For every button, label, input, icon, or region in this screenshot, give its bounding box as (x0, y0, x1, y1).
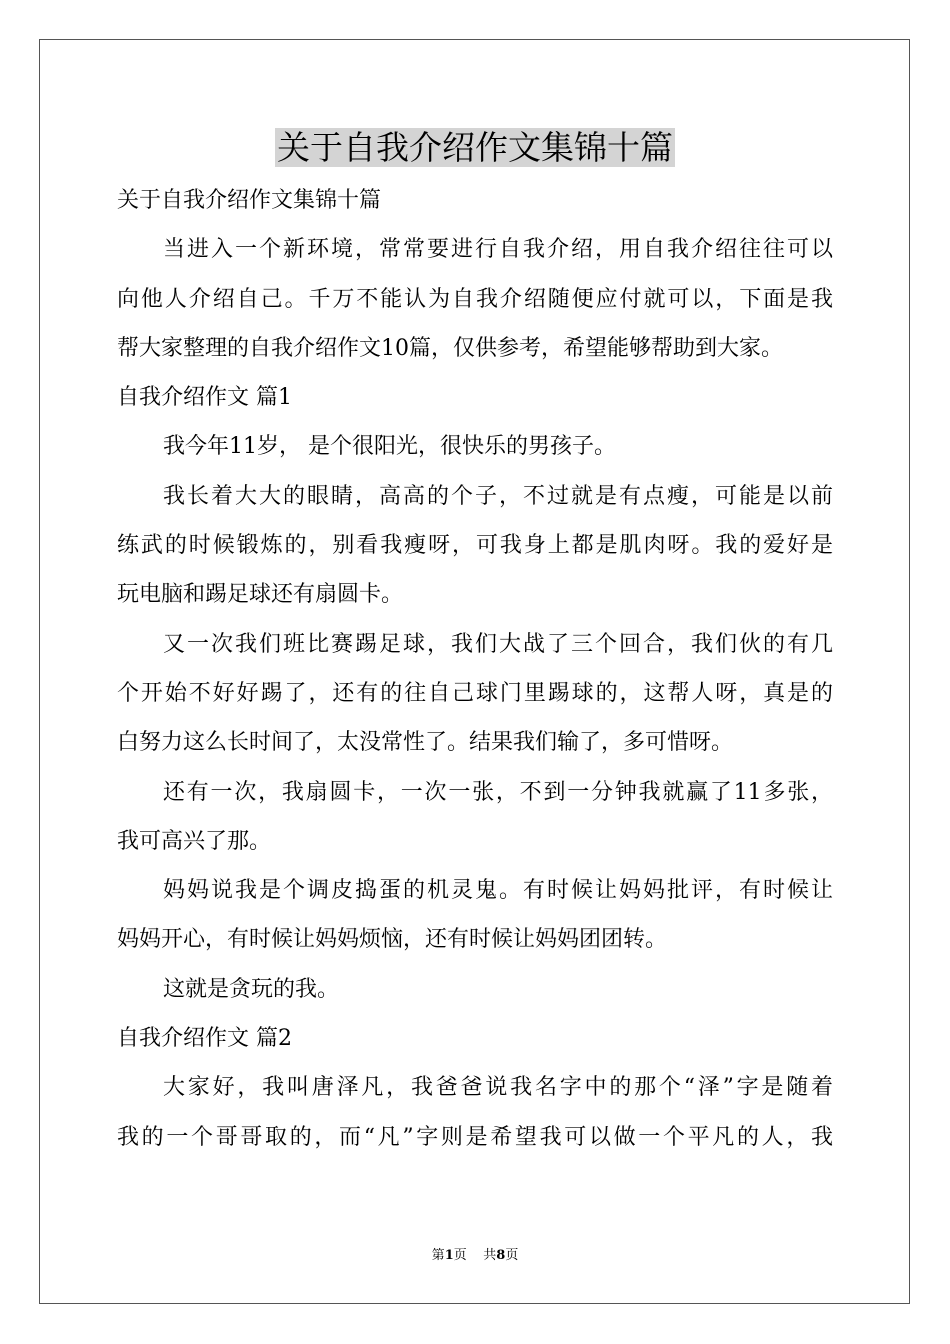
paragraph-line: 玩电脑和踢足球还有扇圆卡。 (117, 582, 404, 608)
paragraph-line: 练武的时候锻炼的，别看我瘦呀，可我身上都是肌肉呀。我的爱好是 (117, 533, 833, 559)
footer-current-page: 1 (444, 1248, 454, 1263)
paragraph-line: 白努力这么长时间了，太没常性了。结果我们输了，多可惜呀。 (117, 730, 734, 756)
section-heading-2: 自我介绍作文 篇2 (117, 1026, 292, 1052)
paragraph-line: 个开始不好好踢了，还有的往自己球门里踢球的，这帮人呀，真是的 (117, 680, 833, 706)
paragraph-line: 当进入一个新环境，常常要进行自我介绍，用自我介绍往往可以 (163, 237, 833, 263)
page-footer (0, 1247, 950, 1265)
paragraph-line: 妈妈说我是个调皮捣蛋的机灵鬼。有时候让妈妈批评，有时候让 (163, 878, 833, 904)
paragraph-line: 又一次我们班比赛踢足球，我们大战了三个回合，我们伙的有几 (163, 631, 833, 657)
title-text: 关于自我介绍作文集锦十篇 (277, 128, 673, 167)
document-body (117, 176, 833, 1162)
document-title (0, 126, 950, 170)
paragraph-line: 我今年11岁， 是个很阳光，很快乐的男孩子。 (163, 434, 616, 460)
footer-middle: 页 共 (453, 1248, 497, 1263)
paragraph-line: 我的一个哥哥取的，而“凡”字则是希望我可以做一个平凡的人，我 (117, 1124, 833, 1150)
paragraph-line: 我长着大大的眼睛，高高的个子，不过就是有点瘦，可能是以前 (163, 483, 833, 509)
section-heading-1: 自我介绍作文 篇1 (117, 385, 292, 411)
paragraph-line: 还有一次，我扇圆卡，一次一张，不到一分钟我就赢了11多张， (163, 779, 833, 805)
subtitle-line: 关于自我介绍作文集锦十篇 (117, 188, 382, 213)
paragraph-line: 帮大家整理的自我介绍作文10篇，仅供参考，希望能够帮助到大家。 (117, 335, 783, 361)
paragraph-line: 大家好，我叫唐泽凡，我爸爸说我名字中的那个“泽”字是随着 (163, 1075, 833, 1101)
footer-total-pages: 8 (496, 1248, 506, 1263)
paragraph-line: 这就是贪玩的我。 (163, 976, 340, 1002)
paragraph-line: 妈妈开心，有时候让妈妈烦恼，还有时候让妈妈团团转。 (117, 927, 668, 953)
paragraph-line: 向他人介绍自己。千万不能认为自我介绍随便应付就可以，下面是我 (117, 286, 833, 312)
footer-prefix: 第 (431, 1248, 445, 1263)
footer-suffix: 页 (505, 1248, 519, 1263)
paragraph-line: 我可高兴了那。 (117, 828, 272, 854)
